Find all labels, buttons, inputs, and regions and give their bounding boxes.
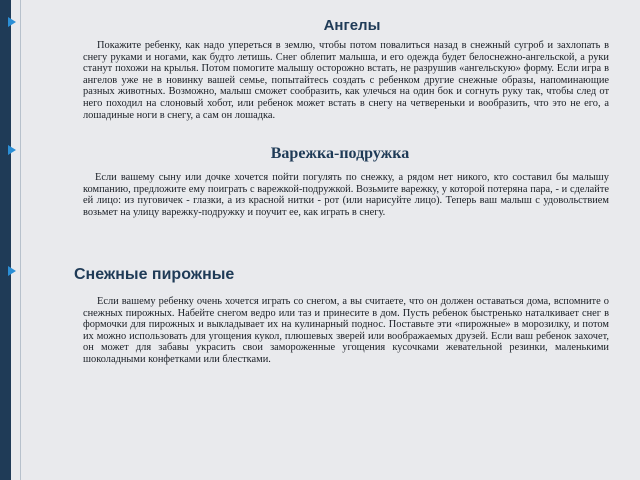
section-title-mitten: Варежка-подружка [270,145,410,162]
bullet-arrow-icon [8,266,16,276]
left-decorative-band [0,0,11,480]
section-title-pies: Снежные пирожные [74,266,235,283]
section-text-mitten: Если вашему сыну или дочке хочется пойти погулять по снежку, а рядом нет никого, кто составил бы малышу компанию, предложите ему поиграть с варежкой-подружкой. Возьмите варежку, у которой потеряна пара, - и сделайте ей лицо: из пуговичек - глазки, а из красной нитки - рот (или нарисуйте лицо). Теперь ваш малыш с удовольствием возьмет на улицу варежку-подружку и поучит ее, как играть в снегу. [83,172,609,218]
left-divider-line [20,0,21,480]
section-text-pies: Если вашему ребенку очень хочется играть со снегом, а вы считаете, что он должен оставаться дома, вспомните о снежных пирожных. Набейте снегом ведро или таз и принесите в дом. Пусть ребенок быстренько наталкивает снег в формочки для пирожных и выкладывает их на кулинарный поднос. Поставьте эти «пирожные» в морозилку, и потом их можно использовать для угощения кукол, плюшевых зверей или воображаемых друзей. Если ваш ребенок захочет, он может для забавы украсить свои замороженные угощения кусочками жевательной резинки, маленькими шоколадными конфетками или блестками. [83,296,609,365]
section-title-angels: Ангелы [323,17,381,34]
section-text-angels: Покажите ребенку, как надо упереться в землю, чтобы потом повалиться назад в снежный сугроб и захлопать в снегу руками и ногами, как будто летишь. Снег облепит малыша, и его одежда будет белоснежно-ангельской, а руки станут похожи на крылья. Потом помогите малышу осторожно встать, не разрушив «ангельскую» форму. Если игра в ангелов уже не в новинку вашей семье, попытайтесь создать с ребенком другие снежные образы, напоминающие разных животных. Возможно, малыш сможет сообразить, как улечься на один бок и согнуть руку так, чтобы след от него походил на слоновый хобот, или ребенок может встать в снегу на четвереньки и вообразить, что это не его, а лошадиные ноги в снегу, а сам он лошадка. [83,40,609,121]
